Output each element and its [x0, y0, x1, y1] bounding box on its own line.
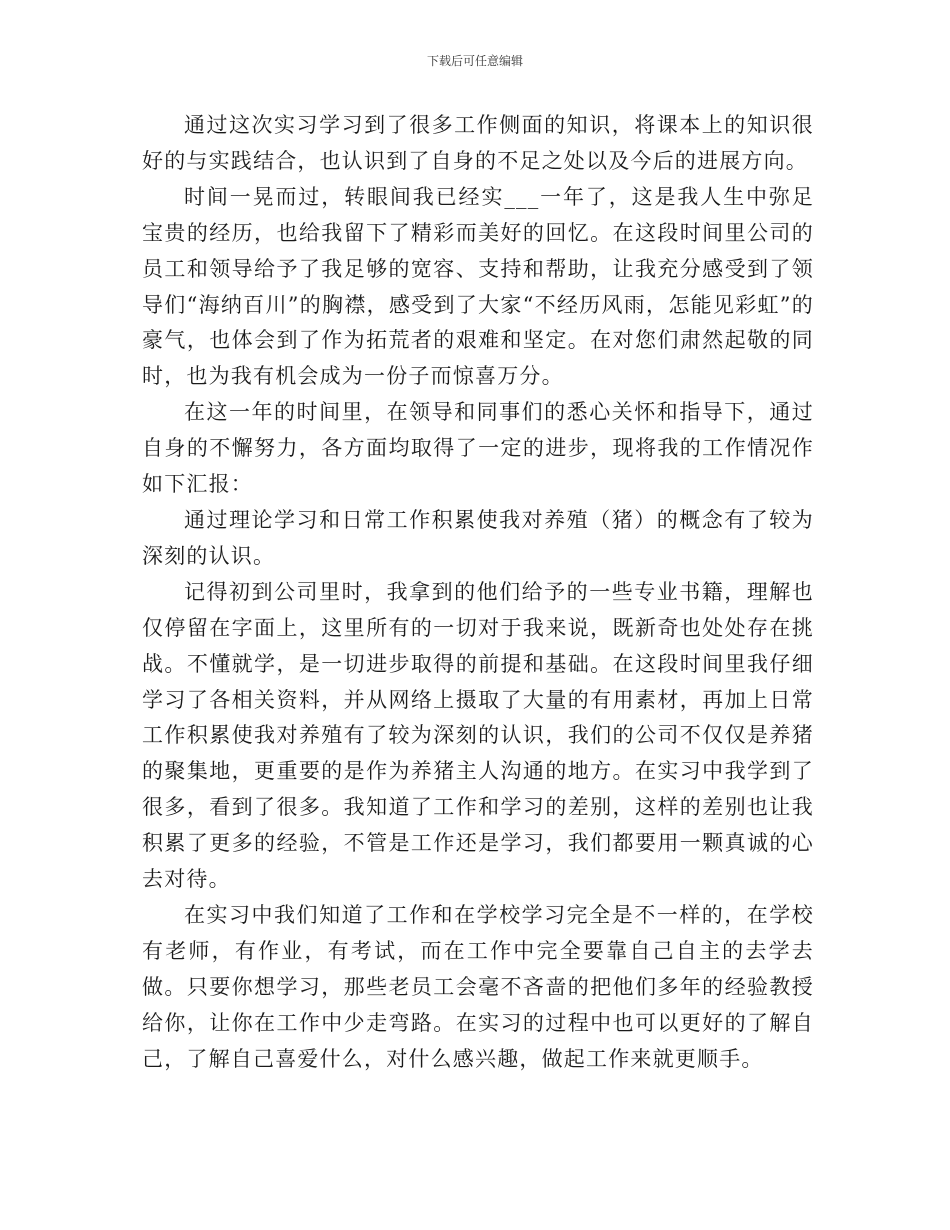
paragraph: 通过理论学习和日常工作积累使我对养殖（猪）的概念有了较为深刻的认识。 — [142, 507, 814, 568]
document-body — [142, 108, 814, 1077]
paragraph: 在这一年的时间里，在领导和同事们的悉心关怀和指导下，通过自身的不懈努力，各方面均取得了一定的进步，现将我的工作情况作如下汇报： — [142, 400, 814, 497]
paragraph: 记得初到公司里时，我拿到的他们给予的一些专业书籍，理解也仅停留在字面上，这里所有的一切对于我来说，既新奇也处处存在挑战。不懂就学，是一切进步取得的前提和基础。在这段时间里我仔细学习了各相关资料，并从网络上摄取了大量的有用素材，再加上日常工作积累使我对养殖有了较为深刻的认识，我们的公司不仅仅是养猪的聚集地，更重要的是作为养猪主人沟通的地方。在实习中我学到了很多，看到了很多。我知道了工作和学习的差别，这样的差别也让我积累了更多的经验，不管是工作还是学习，我们都要用一颗真诚的心去对待。 — [142, 579, 814, 892]
paragraph: 在实习中我们知道了工作和在学校学习完全是不一样的，在学校有老师，有作业，有考试，而在工作中完全要靠自己自主的去学去做。只要你想学习，那些老员工会毫不吝啬的把他们多年的经验教授给你，让你在工作中少走弯路。在实习的过程中也可以更好的了解自己，了解自己喜爱什么，对什么感兴趣，做起工作来就更顺手。 — [142, 902, 814, 1071]
paragraph: 时间一晃而过，转眼间我已经实___一年了，这是我人生中弥足宝贵的经历，也给我留下了精彩而美好的回忆。在这段时间里公司的员工和领导给予了我足够的宽容、支持和帮助，让我充分感受到了领导们“海纳百川”的胸襟，感受到了大家“不经历风雨，怎能见彩虹”的豪气，也体会到了作为拓荒者的艰难和坚定。在对您们肃然起敬的同时，也为我有机会成为一份子而惊喜万分。 — [142, 184, 814, 389]
paragraph: 通过这次实习学习到了很多工作侧面的知识，将课本上的知识很好的与实践结合，也认识到了自身的不足之处以及今后的进展方向。 — [142, 113, 814, 173]
page-header: 下载后可任意编辑 — [426, 54, 523, 68]
